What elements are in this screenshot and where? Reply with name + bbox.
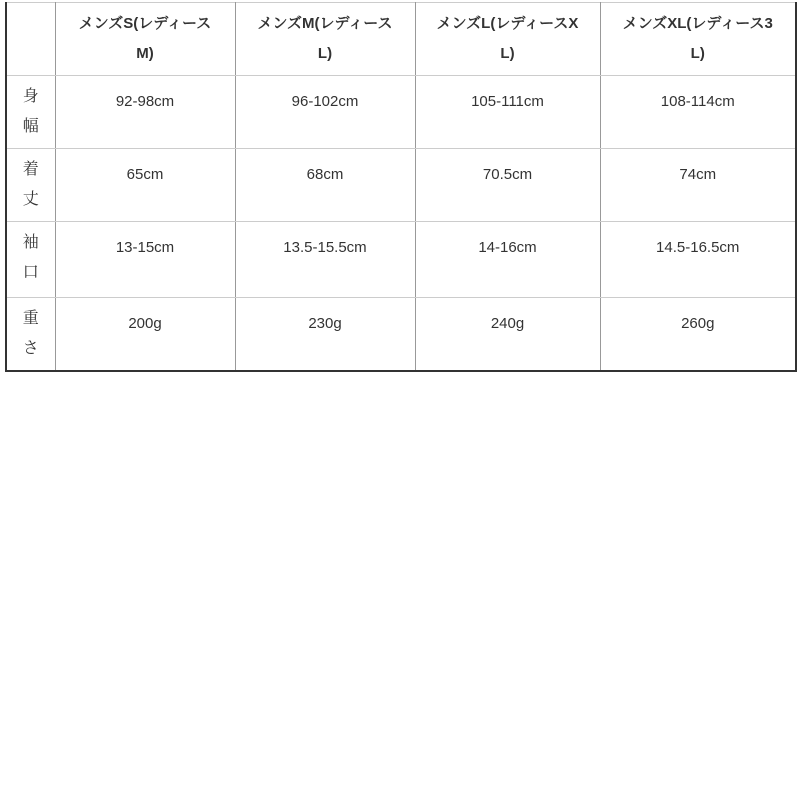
- size-value: 96-102cm: [235, 76, 415, 149]
- size-value: 108-114cm: [600, 76, 796, 149]
- size-value: 105-111cm: [415, 76, 600, 149]
- size-value: 260g: [600, 298, 796, 372]
- measurement-label-length: 着丈: [6, 149, 55, 222]
- corner-cell: [6, 3, 55, 76]
- size-value: 65cm: [55, 149, 235, 222]
- size-value: 14-16cm: [415, 222, 600, 298]
- size-value: 70.5cm: [415, 149, 600, 222]
- size-column-header-mens-l: メンズL(レディースXL): [415, 3, 600, 76]
- size-value: 13.5-15.5cm: [235, 222, 415, 298]
- size-value: 13-15cm: [55, 222, 235, 298]
- size-column-header-mens-xl: メンズXL(レディース3L): [600, 3, 796, 76]
- size-value: 200g: [55, 298, 235, 372]
- size-value: 74cm: [600, 149, 796, 222]
- size-chart-header-row: [6, 3, 796, 76]
- size-chart-table: [5, 2, 797, 372]
- table-row-cuff: [6, 222, 796, 298]
- size-value: 230g: [235, 298, 415, 372]
- table-row-body-width: [6, 76, 796, 149]
- size-column-header-mens-s: メンズS(レディースM): [55, 3, 235, 76]
- measurement-label-body-width: 身幅: [6, 76, 55, 149]
- table-row-weight: [6, 298, 796, 372]
- size-value: 240g: [415, 298, 600, 372]
- measurement-label-cuff: 袖口: [6, 222, 55, 298]
- size-value: 68cm: [235, 149, 415, 222]
- measurement-label-weight: 重さ: [6, 298, 55, 372]
- table-row-length: [6, 149, 796, 222]
- size-value: 92-98cm: [55, 76, 235, 149]
- size-value: 14.5-16.5cm: [600, 222, 796, 298]
- size-column-header-mens-m: メンズM(レディースL): [235, 3, 415, 76]
